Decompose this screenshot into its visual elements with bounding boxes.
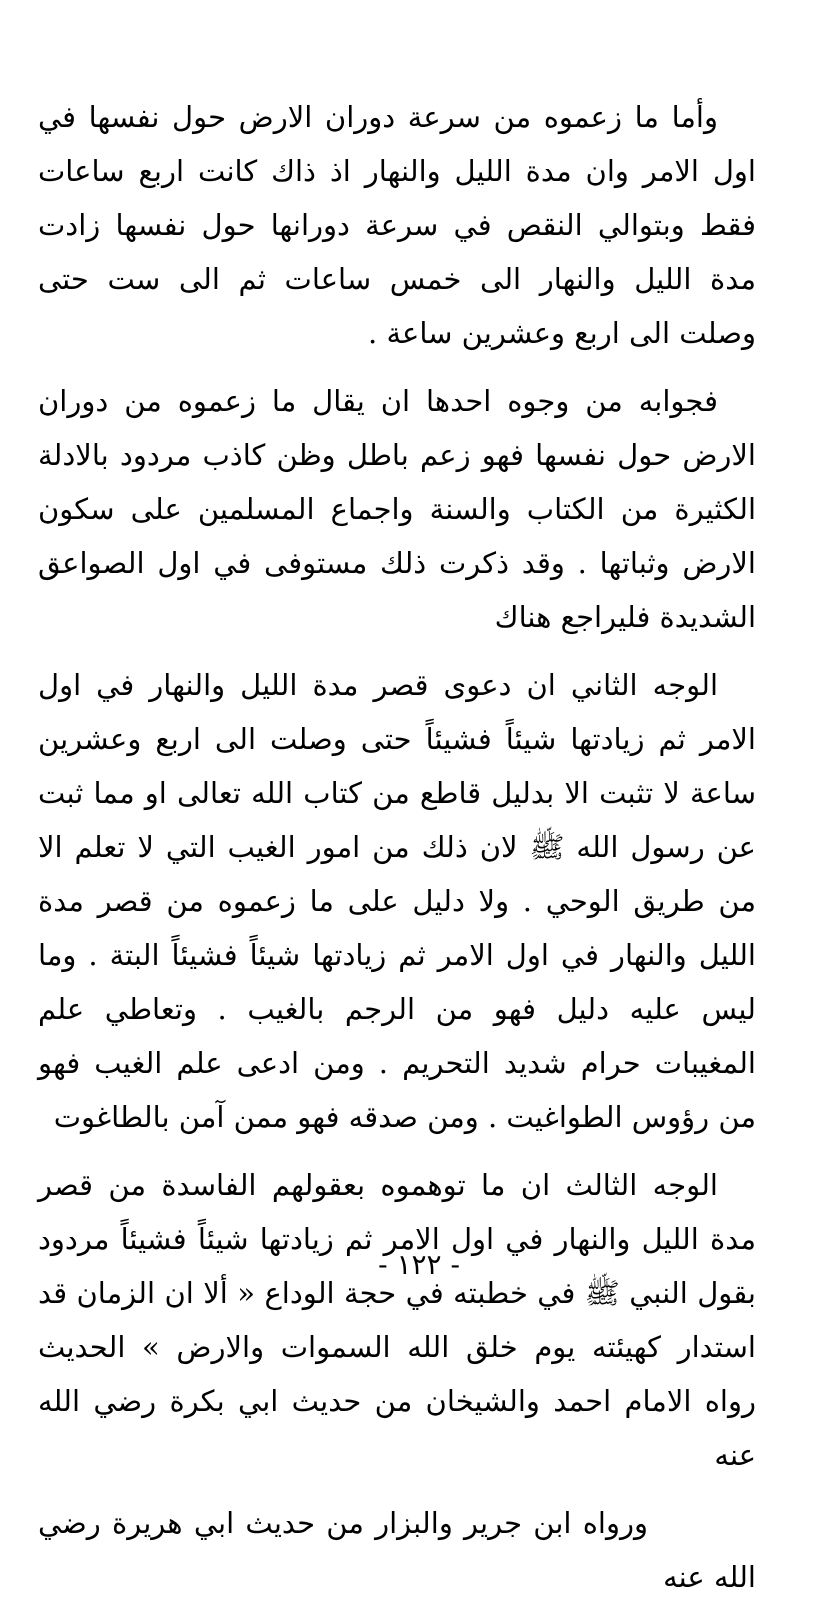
paragraph-4: الوجه الثالث ان ما توهموه بعقولهم الفاسدة من قصر مدة الليل والنهار في اول الامر ثم زيادتها شيئاً فشيئاً مردود بقول النبي ﷺ في خطبته في حجة الوداع « ألا ان الزمان قد استدار كهيئته يوم خلق الله السموات والارض » الحديث رواه الامام احمد والشيخان من حديث ابي بكرة رضي الله عنه: [38, 1168, 756, 1472]
page-number: - ١٢٢ -: [378, 1248, 460, 1281]
paragraph-2: فجوابه من وجوه احدها ان يقال ما زعموه من دوران الارض حول نفسها فهو زعم باطل وظن كاذب مردود بالادلة الكثيرة من الكتاب والسنة واجماع المسلمين على سكون الارض وثباتها . وقد ذكرت ذلك مستوفى في اول الصواعق الشديدة فليراجع هناك: [38, 384, 756, 634]
paragraph-3: الوجه الثاني ان دعوى قصر مدة الليل والنهار في اول الامر ثم زيادتها شيئاً فشيئاً حتى وصلت الى اربع وعشرين ساعة لا تثبت الا بدليل قاطع من كتاب الله تعالى او مما ثبت عن رسول الله ﷺ لان ذلك من امور الغيب التي لا تعلم الا من طريق الوحي . ولا دليل على ما زعموه من قصر مدة الليل والنهار في اول الامر ثم زيادتها شيئاً فشيئاً البتة . وما ليس عليه دليل فهو من الرجم بالغيب . وتعاطي علم المغيبات حرام شديد التحريم . ومن ادعى علم الغيب فهو من رؤوس الطواغيت . ومن صدقه فهو ممن آمن بالطاغوت: [38, 668, 756, 1134]
paragraph-5: ورواه ابن جرير والبزار من حديث ابي هريرة رضي الله عنه: [38, 1506, 756, 1594]
paragraph-1: وأما ما زعموه من سرعة دوران الارض حول نفسها في اول الامر وان مدة الليل والنهار اذ ذاك كانت اربع ساعات فقط وبتوالي النقص في سرعة دورانها حول نفسها زادت مدة الليل والنهار الى خمس ساعات ثم الى ست حتى وصلت الى اربع وعشرين ساعة .: [38, 100, 756, 350]
